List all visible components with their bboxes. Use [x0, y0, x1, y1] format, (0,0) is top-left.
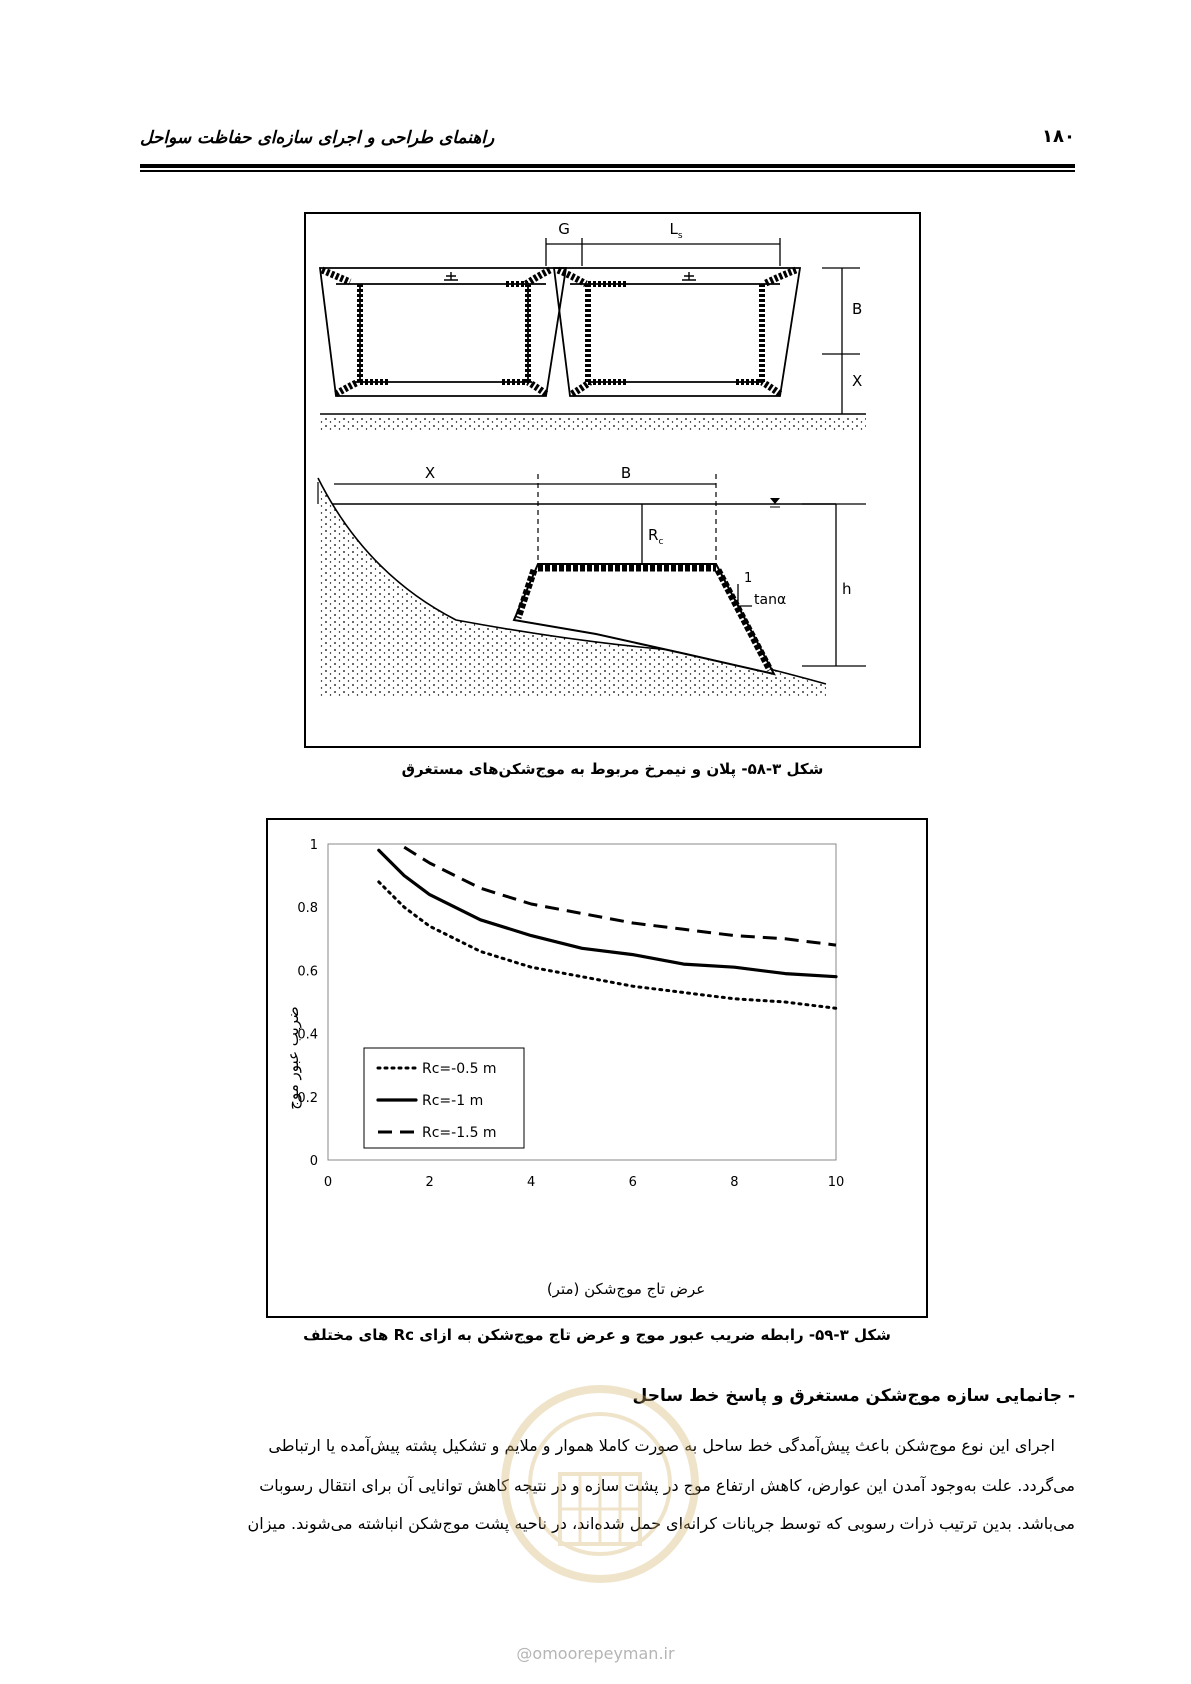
chart-x-axis-label: عرض تاج موج‌شکن (متر)	[546, 1280, 706, 1298]
chart-x-tick-label: 4	[527, 1175, 536, 1190]
section-heading: - جانمایی سازه موج‌شکن مستغرق و پاسخ خط ساحل	[632, 1386, 1075, 1406]
plan-breakwater-left	[320, 268, 566, 396]
legend-label-3: Rc=-1.5 m	[422, 1125, 497, 1141]
chart-y-tick-label: 1	[309, 838, 318, 853]
label-Rc-main: R	[648, 526, 659, 544]
chart-y-tick-label: 0.6	[297, 964, 318, 980]
chart-y-axis-label: ضریب عبور موج	[284, 1006, 302, 1110]
section-profile	[318, 474, 866, 696]
label-G: G	[558, 220, 570, 238]
chart-x-tick-label: 6	[628, 1175, 637, 1190]
series-line-2	[379, 850, 836, 976]
series-line-1	[379, 882, 836, 1008]
chart-x-tick-label: 10	[827, 1175, 845, 1190]
label-X-plan: X	[852, 372, 863, 390]
figure-59-caption: شکل ۳-۵۹- رابطه ضریب عبور موج و عرض تاج موج‌شکن به ازای Rc های مختلف	[303, 1326, 891, 1344]
chart-x-tick-label: 2	[425, 1175, 434, 1190]
chart-series	[379, 847, 836, 1008]
page-number: ۱۸۰	[1042, 126, 1075, 147]
figure-59-frame	[266, 818, 928, 1318]
chart-y-tick-label: 0.8	[297, 901, 318, 917]
figure-59-chart	[268, 820, 926, 1316]
chart-y-tick-label: 0	[309, 1154, 318, 1169]
plan-shoreline	[320, 414, 866, 432]
running-header-title: راهنمای طراحی و اجرای سازه‌ای حفاظت سواحل	[140, 128, 495, 148]
paragraph-line-3: می‌باشد. بدین ترتیب ذرات رسوبی که توسط جریانات کرانه‌ای حمل شده‌اند، در ناحیه پشت موج‌شکن انباشته می‌شوند. میزان	[247, 1514, 1075, 1533]
chart-y-tick-label: 0.2	[297, 1090, 318, 1106]
label-Rc-sub: c	[658, 537, 664, 547]
figure-58-frame	[304, 212, 921, 748]
label-B-plan: B	[852, 300, 863, 318]
watermark-seal-logo	[490, 1364, 710, 1634]
legend-label-1: Rc=-0.5 m	[422, 1061, 497, 1077]
chart-y-tick-label: 0.4	[297, 1027, 318, 1043]
label-h: h	[842, 580, 852, 598]
header-rule-thick	[140, 164, 1075, 168]
chart-legend	[364, 1048, 524, 1148]
legend-label-2: Rc=-1 m	[422, 1093, 484, 1109]
chart-x-tick-label: 8	[730, 1175, 739, 1190]
paragraph-line-2: می‌گردد. علت به‌وجود آمدن این عوارض، کاهش ارتفاع موج در پشت سازه و در نتیجه کاهش توانایی آن برای انتقال رسوبات	[259, 1476, 1075, 1495]
label-X-section: X	[424, 464, 436, 482]
paragraph-line-1: اجرای این نوع موج‌شکن باعث پیش‌آمدگی خط ساحل به صورت کاملا هموار و ملایم و تشکیل پشته پیش‌آمده یا ارتباطی	[268, 1436, 1055, 1455]
header-rule-thin	[140, 170, 1075, 172]
series-line-3	[404, 847, 836, 945]
chart-y-ticks	[297, 838, 318, 1169]
figure-58-diagram	[306, 214, 919, 746]
label-Rc	[648, 526, 663, 547]
chart-x-ticks	[324, 1175, 844, 1190]
figure-58-caption: شکل ۳-۵۸- پلان و نیمرخ مربوط به موج‌شکن‌های مستغرق	[401, 760, 824, 778]
label-Ls	[669, 220, 682, 241]
plan-breakwater-right	[554, 268, 800, 396]
label-slope-one: 1	[744, 571, 753, 586]
label-slope-tan: tanα	[754, 592, 787, 608]
plan-dimension-lines	[546, 238, 863, 414]
watermark-text: @omoorepeyman.ir	[516, 1644, 675, 1663]
label-Ls-main: L	[669, 220, 678, 238]
label-B-section: B	[620, 464, 632, 482]
label-Ls-sub: s	[677, 231, 683, 241]
chart-x-tick-label: 0	[323, 1175, 333, 1190]
